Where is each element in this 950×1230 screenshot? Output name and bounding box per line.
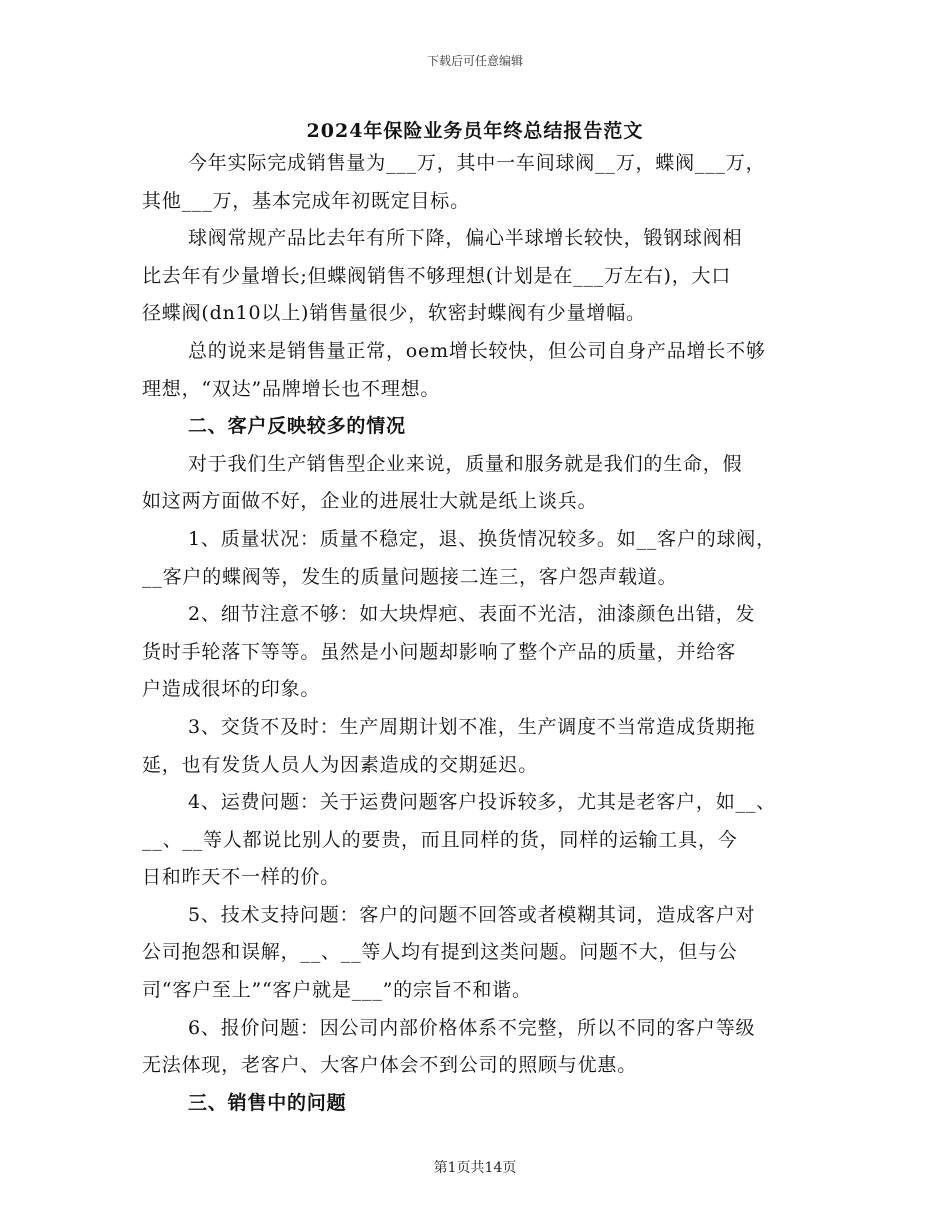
paragraph-line: 径蝶阀(dn10以上)销售量很少，软密封蝶阀有少量增幅。 [142,302,646,325]
paragraph-line: 5、技术支持问题：客户的问题不回答或者模糊其词，造成客户对 [188,903,756,926]
paragraph-line: 户造成很坏的印象。 [142,678,321,701]
paragraph-line: 6、报价问题：因公司内部价格体系不完整，所以不同的客户等级 [188,1016,756,1039]
paragraph-line: 日和昨天不一样的价。 [142,866,341,889]
paragraph-line: 1、质量状况：质量不稳定，退、换货情况较多。如__客户的球阀， [188,527,776,550]
paragraph-line: 球阀常规产品比去年有所下降，偏心半球增长较快，锻钢球阀相 [188,227,743,250]
section-heading: 三、销售中的问题 [188,1091,347,1114]
paragraph-line: 比去年有少量增长;但蝶阀销售不够理想(计划是在___万左右)，大口 [142,264,732,287]
paragraph-line: 其他___万，基本完成年初既定目标。 [142,189,470,212]
page-header: 下载后可任意编辑 [426,54,523,68]
paragraph-line: 如这两方面做不好，企业的进展壮大就是纸上谈兵。 [142,490,598,513]
paragraph-line: 货时手轮落下等等。虽然是小问题却影响了整个产品的质量，并给客 [142,640,737,663]
paragraph-line: 3、交货不及时：生产周期计划不准，生产调度不当常造成货期拖 [188,715,756,738]
paragraph-line: 公司抱怨和误解，__、__等人均有提到这类问题。问题不大，但与公 [142,941,738,964]
document-title: 2024年保险业务员年终总结报告范文 [306,120,644,142]
paragraph-line: 理想，“双达”品牌增长也不理想。 [142,377,441,400]
paragraph-line: 总的说来是销售量正常，oem增长较快，但公司自身产品增长不够 [188,339,766,362]
paragraph-line: __、__等人都说比别人的要贵，而且同样的货，同样的运输工具，今 [142,828,738,851]
paragraph-line: 无法体现，老客户、大客户体会不到公司的照顾与优惠。 [142,1054,638,1077]
paragraph-line: 对于我们生产销售型企业来说，质量和服务就是我们的生命，假 [188,452,743,475]
paragraph-line: 司“客户至上”“客户就是___”的宗旨不和谐。 [142,979,532,1002]
paragraph-line: 延，也有发货人员人为因素造成的交期延迟。 [142,753,539,776]
section-heading: 二、客户反映较多的情况 [188,415,406,438]
page-footer: 第1页共14页 [433,1160,517,1176]
paragraph-line: 4、运费问题：关于运费问题客户投诉较多，尤其是老客户，如__、 [188,791,776,814]
paragraph-line: 2、细节注意不够：如大块焊疤、表面不光洁，油漆颜色出错，发 [188,603,756,626]
paragraph-line: 今年实际完成销售量为___万，其中一车间球阀__万，蝶阀___万， [188,152,766,174]
paragraph-line: __客户的蝶阀等，发生的质量问题接二连三，客户怨声载道。 [142,565,678,588]
document-body [142,145,817,1122]
